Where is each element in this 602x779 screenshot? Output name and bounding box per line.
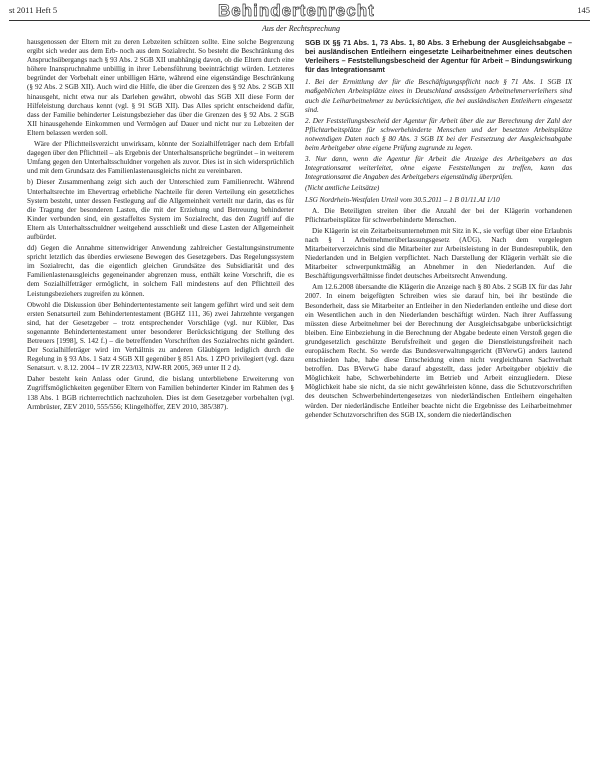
- journal-title: Behindertenrecht: [218, 1, 375, 20]
- headnote-note: (Nicht amtliche Leitsätze): [305, 184, 380, 193]
- paragraph: b) Dieser Zusammenhang zeigt sich auch der Unterschied zum Familienrecht. Während Unterhaltsrechte im Ehevertrag erhebliche Nachteile für deren Verteilung ein gesetzliches System besteht, unter dessen Festlegung auf die Allgemeinheit verteilt nur darin, das es für die Tragung der besonderen Lasten, die mit der Erziehung und Betreuung behinderter Kinder verbunden sind, ein gestaffeltes System im Sozialrecht, das den Zugriff auf die Eltern als Unterhaltsschuldner weitgehend ausschließt und diese Lasten der Allgemeinheit aufbürdet.: [27, 178, 294, 241]
- headnote: 3. Nur dann, wenn die Agentur für Arbeit die Anzeige des Arbeitgebers an das Integrationsamt weiterleitet, ohne eigene Feststellungen zu treffen, kann das Integrationsamt die Angaben des Arbeitgebers eigenständig überprüfen.: [305, 155, 572, 182]
- right-column: [305, 38, 572, 422]
- paragraph: A. Die Beteiligten streiten über die Anzahl der bei der Klägerin vorhandenen Pflichtarbeitsplätze für schwerbehinderte Menschen.: [305, 206, 572, 224]
- section-heading: Aus der Rechtsprechung: [262, 24, 340, 33]
- paragraph: hausgenossen der Eltern mit zu deren Lebzeiten schützen sollte. Eine solche Begrenzung ergibt sich weder aus dem Erb- noch aus dem Sozialrecht. So besteht die Beschränkung des Anspruchsübergangs nach § 93 Abs. 2 SGB XII unabhängig davon, ob die Eltern durch eine höhere Inanspruchnahme unbillig in ihrer Lebensführung beeinträchtigt würden. Letzteres begründet der Vorbehalt einer unbilligen Härte, während eine eigenständige Beschränkung (§ 92 Abs. 2 SGB XII). Auch wird die Hilfe, die über die Grenzen des § 92 Abs. 2 SGB XII hinausgeht, nicht etwa nur als Darlehen gewährt, obwohl das SGB XII diese Form der Hilfeleistung durchaus kennt (vgl. § 91 SGB XII). Das Alles spricht entscheidend dafür, dass der Familie behinderter Leistungsbezieher das über die Grenzen des § 92 Abs. 2 SGB XII hinausgehende Einkommen und Vermögen auf Dauer und nicht nur zu Lebzeiten der Eltern belassen werden soll.: [27, 38, 294, 137]
- paragraph: Am 12.6.2008 übersandte die Klägerin die Anzeige nach § 80 Abs. 2 SGB IX für das Jahr 2007. In einem beigefügten Schreiben wies sie darauf hin, bei ihr bestünde die Besonderheit, dass sie Mitarbeiter an Entleiher in den Niederlanden entleihe und diese dort ein Wesentlichen auch in den Niederlanden beschäftigt würden. Nach ihrer Auffassung müssten diese Arbeitnehmer bei der Berechnung der Ausgleichsabgabe unberücksichtigt bleiben. Eine Einbeziehung in die Berechnung der Abgabe bedeute einen Verstoß gegen die grundgesetzlich geschützte Berufsfreiheit und gegen die Dienstleistungsfreiheit nach europäischem Recht. So werde das Bundesverwaltungsgericht (BVerwG) anders lautend entschieden habe, habe diese Entscheidung einen nicht vergleichbaren Sachverhalt betroffen. Das BVerwG habe darauf abgestellt, dass jeder Arbeitgeber objektiv die Möglichkeit habe, Schwerbehinderte im Betrieb und Arbeit einzugliedern. Diese Möglichkeit habe sie nicht, da sie nicht gewährleisten könne, dass die Schutzvorschriften des deutschen Schwerbehindertengesetzes von niederländischen Entleihern eingehalten würden. Der niederländische Entleiher beachte nicht die Ergebnisse des Leiharbeitnehmer gehender Schutzvorschriften des SGB IX, sondern die niederländischen: [305, 283, 572, 419]
- left-column: [27, 38, 294, 414]
- paragraph: Wäre der Pflichtteilsverzicht unwirksam, könnte der Sozialhilfeträger nach dem Erbfall dagegen über den Pflichtteil – als Ergebnis der Unterhaltsansprüche begründet – in weiterem Umfang gegen den Unterhaltsschuldner vorgehen als zuvor. Dies ist in sich widersprüchlich und mit dem Grundsatz des Familienlastenausgleichs nicht zu vereinbaren.: [27, 140, 294, 176]
- paragraph: Die Klägerin ist ein Zeitarbeitsunternehmen mit Sitz in K., sie verfügt über eine Erlaubnis nach § 1 Arbeitnehmerüberlassungsgesetz (AÜG). Nach dem vorgelegten Mitarbeiterverzeichnis sind die Mitarbeiter zur Arbeitsleistung in der Bundesrepublik, den Niederlanden und in Belgien verpflichtet. Nach Darstellung der Klägerin verhält sie die Mitarbeiter schwerpunktmäßig an Abnehmer in den Niederlanden. Auf die Beschäftigungsverhältnisse findet deutsches Arbeitsrecht Anwendung.: [305, 226, 572, 281]
- headnote: 1. Bei der Ermittlung der für die Beschäftigungspflicht nach § 71 Abs. 1 SGB IX maßgeblichen Arbeitsplätze eines in Deutschland ansässigen Arbeitnehmerverleihers sind auch die Leiharbeitnehmer zu berücksichtigen, die bei ausländischen Entleihern eingesetzt sind.: [305, 78, 572, 114]
- paragraph: Obwohl die Diskussion über Behindertentestamente seit langem geführt wird und seit dem ersten Senatsurteil zum Behindertentestament (BGHZ 111, 36) zwei Jahrzehnte vergangen sind, hat der Gesetzgeber – trotz entsprechender Vorschläge (vgl. nur Kübler, Das sogenannte Behindertentestament unter besonderer Berücksichtigung der Stellung des Betreuers [1998], S. 142 f.) – die betreffenden Vorschriften des Sozialrechts nicht geändert. Der Sozialhilfeträger wird im Verhältnis zu anderen Gläubigern lediglich durch die Regelung in § 93 Abs. 1 Satz 4 SGB XII gegenüber § 851 Abs. 1 ZPO privilegiert (vgl. dazu Senatsurt. v. 8.12. 2004 – IV ZR 223/03, NJW-RR 2005, 369 unter II 2 d).: [27, 300, 294, 373]
- decision-title: SGB IX §§ 71 Abs. 1, 73 Abs. 1, 80 Abs. 3 Erhebung der Ausgleichsabgabe – bei ausländischen Entleihern eingesetzte Leiharbeitnehmer eines deutschen Verleihers – Feststellungsbescheid der Agentur für Arbeit – Bindungswirkung für das Integrationsamt: [305, 38, 572, 75]
- court-citation: LSG Nordrhein-Westfalen Urteil vom 30.5.2011 – 1 B 01/11.AI 1/10: [305, 195, 500, 204]
- paragraph: Daher besteht kein Anlass oder Grund, die bislang unterbliebene Erweiterung von Zugriffsmöglichkeiten gegenüber Eltern von Familien behinderter Kinder im Rahmen des § 138 Abs. 1 BGB richterrechtlich nachzuholen. Dies ist dem Gesetzgeber vorbehalten (vgl. Armbrüster, ZEV 2010, 555/556; Klingelhöffer, ZEV 2010, 385/387).: [27, 375, 294, 411]
- headnote: 2. Der Feststellungsbescheid der Agentur für Arbeit über die zur Berechnung der Zahl der Pflichtarbeitsplätze für schwerbehinderte Menschen und der besetzten Arbeitsplätze notwendigen Daten nach § 80 Abs. 3 SGB IX bei der Festsetzung der Ausgleichsabgabe beim Arbeitgeber ohne eigene Prüfung zugrunde zu legen.: [305, 116, 572, 153]
- header-rule: [9, 20, 590, 21]
- page-number: 145: [577, 5, 590, 15]
- paragraph: dd) Gegen die Annahme sittenwidriger Anwendung zahlreicher Gestaltungsinstrumente spricht letztlich das überdies erwiesene Bewegen des Gesetzgebers. Das Regelungssystem im Sozialrecht, das die eigentlich gleichen Grundsätze des Subsidiarität und des Familienlastenausgleichs gegeneinander abgrenzen muss, enthält keine Vorschrift, die es dem Sozialhilfeträger ermöglicht, in solchem Fall mindestens auf den Pflichtteil des Leistungsbeziehers zugreifen zu können.: [27, 244, 294, 298]
- issue-label: st 2011 Heft 5: [9, 5, 58, 15]
